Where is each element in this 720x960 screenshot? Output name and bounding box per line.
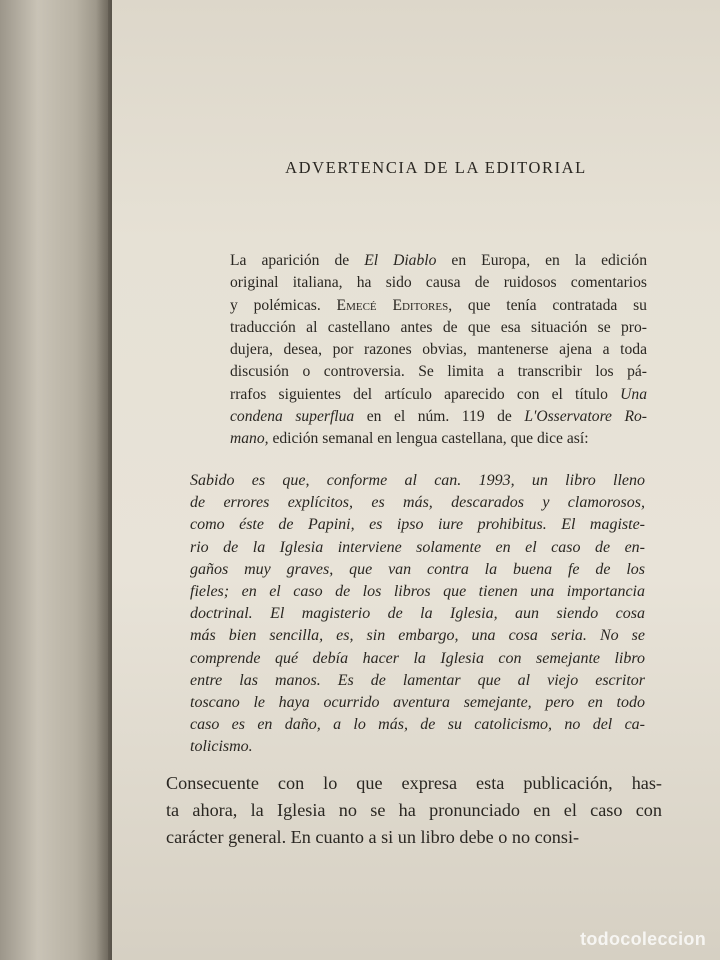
intro-text: traducción al castellano antes de que esa situación se pro- [230, 318, 647, 336]
intro-text: , que tenía contratada su [448, 296, 647, 314]
intro-line [230, 295, 647, 317]
closing-line: ta ahora, la Iglesia no se ha pronunciado en el caso con [166, 799, 662, 820]
watermark-text: todocoleccion [580, 929, 706, 949]
intro-text: en Europa, en la edición [436, 252, 648, 269]
closing-paragraph [166, 770, 662, 850]
quote-line: tolicismo. [190, 738, 253, 756]
intro-text: El Diablo [364, 252, 437, 269]
book-spine [0, 0, 108, 960]
quote-line: entre las manos. Es de lamentar que al viejo escritor [190, 671, 645, 689]
page-heading: ADVERTENCIA DE LA EDITORIAL [285, 158, 587, 177]
quote-line: caso es en daño, a lo más, de su catolicismo, no del ca- [190, 716, 645, 734]
closing-line: Consecuente con lo que expresa esta publicación, has- [166, 773, 662, 793]
quote-line: gaños muy graves, que van contra la buena fe de los [190, 560, 645, 578]
quote-line: de errores explícitos, es más, descarados y clamorosos, [190, 494, 645, 512]
intro-line [230, 317, 647, 339]
intro-text: L'Osservatore Ro- [524, 408, 647, 426]
intro-text: en el núm. 119 de [354, 408, 525, 426]
quote-line: Sabido es que, conforme al can. 1993, un libro lleno [190, 472, 645, 489]
intro-paragraph [230, 250, 647, 451]
intro-line [230, 361, 647, 383]
intro-line [230, 272, 647, 294]
intro-text: edición semanal en lengua castellana, que dice así: [268, 430, 589, 448]
quote-line: comprende qué debía hacer la Iglesia con semejante libro [190, 649, 645, 667]
quote-line: doctrinal. El magisterio de la Iglesia, aun siendo cosa [190, 605, 645, 623]
intro-line [230, 250, 647, 272]
intro-line [230, 406, 647, 428]
closing-line: carácter general. En cuanto a si un libro debe o no consi- [166, 826, 580, 847]
intro-text: Emecé Editores [336, 296, 449, 314]
intro-text: original italiana, ha sido causa de ruidosos comentarios [230, 274, 647, 292]
quoted-passage [190, 470, 645, 759]
intro-text: rrafos siguientes del artículo aparecido con el título [230, 385, 621, 403]
quote-line: más bien sencilla, es, sin embargo, una cosa seria. No se [190, 627, 645, 645]
quote-line: toscano le haya ocurrido aventura semejante, pero en todo [190, 694, 645, 712]
quote-line: como éste de Papini, es ipso iure prohibitus. El magiste- [190, 516, 645, 534]
intro-line [230, 428, 647, 450]
intro-text: La aparición de [230, 252, 365, 269]
intro-text: discusión o controversia. Se limita a transcribir los pá- [230, 363, 647, 381]
book-page [112, 0, 720, 960]
quote-line: fieles; en el caso de los libros que tienen una importancia [190, 583, 645, 601]
intro-line [230, 384, 647, 406]
intro-text: Una [620, 385, 647, 403]
intro-text: y polémicas. [230, 296, 337, 314]
intro-text: condena superflua [230, 408, 355, 426]
watermark-logo [580, 929, 706, 950]
intro-text: mano, [230, 430, 269, 448]
intro-text: dujera, desea, por razones obvias, mantenerse ajena a toda [230, 341, 647, 359]
quote-line: rio de la Iglesia interviene solamente en el caso de en- [190, 538, 645, 556]
intro-line [230, 339, 647, 361]
